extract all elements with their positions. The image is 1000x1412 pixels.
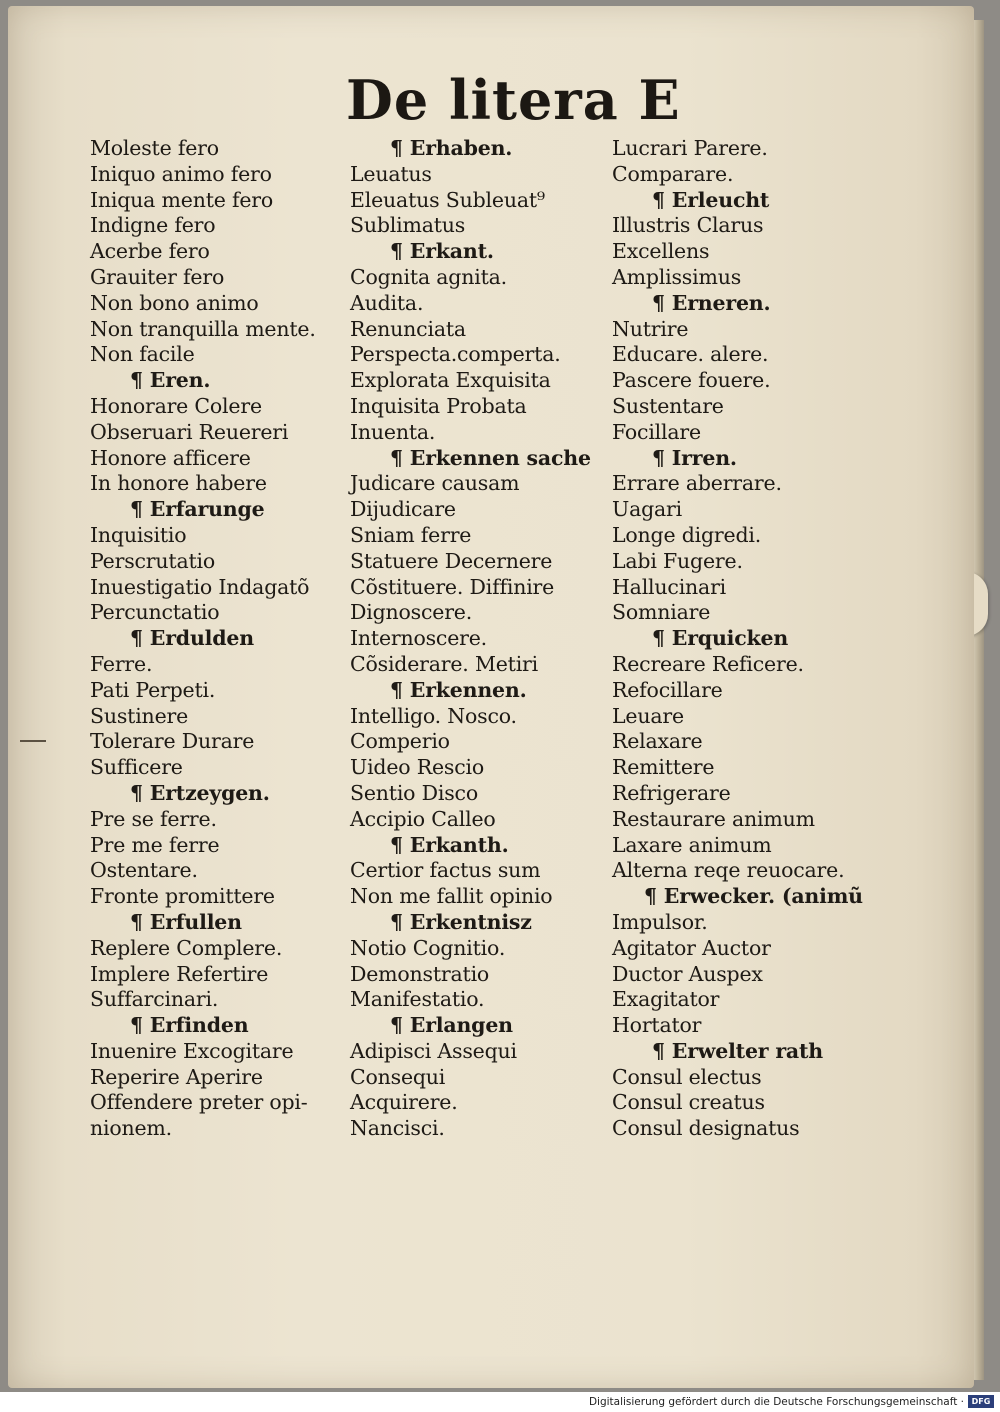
entry-line: Comperio <box>350 729 450 754</box>
entry-line: Cognita agnita. <box>350 264 507 289</box>
entry-line: Uideo Rescio <box>350 755 485 780</box>
entry-line: Exagitator <box>612 987 720 1012</box>
text-column-1 <box>90 136 352 1142</box>
entry-heading: ¶ Erneren. <box>652 290 771 315</box>
entry-line: Lucrari Parere. <box>612 136 768 160</box>
entry-line: Non facile <box>90 342 195 367</box>
entry-line: Illustris Clarus <box>612 213 764 238</box>
entry-line: Audita. <box>350 290 424 315</box>
entry-line: Manifestatio. <box>350 987 485 1012</box>
entry-line: Focillare <box>612 419 701 444</box>
entry-heading: ¶ Erkant. <box>390 239 494 264</box>
entry-line: Educare. alere. <box>612 342 769 367</box>
entry-heading: ¶ Erkennen. <box>390 677 527 702</box>
entry-heading: ¶ Erkentnisz <box>390 909 532 934</box>
entry-heading: ¶ Erwelter rath <box>652 1038 823 1063</box>
entry-line: Amplissimus <box>612 264 742 289</box>
entry-heading: ¶ Erlangen <box>390 1013 513 1038</box>
entry-line: Fronte promittere <box>90 884 275 909</box>
text-column-2 <box>350 136 612 1142</box>
page-title: De litera E <box>346 68 681 132</box>
entry-line: Offendere preter opi- <box>90 1090 308 1115</box>
entry-line: Iniquo animo fero <box>90 161 272 186</box>
entry-line: Consul electus <box>612 1064 762 1089</box>
entry-line: Implere Refertire <box>90 961 269 986</box>
entry-line: Impulsor. <box>612 909 708 934</box>
entry-line: Dijudicare <box>350 497 456 522</box>
entry-line: Errare aberrare. <box>612 471 782 496</box>
entry-line: Restaurare animum <box>612 806 815 831</box>
entry-line: Excellens <box>612 239 710 264</box>
entry-line: Ductor Auspex <box>612 961 763 986</box>
entry-line: Refrigerare <box>612 780 731 805</box>
entry-line: Non bono animo <box>90 290 259 315</box>
entry-line: Leuare <box>612 703 684 728</box>
entry-line: Cõstituere. Diffinire <box>350 574 555 599</box>
entry-line: Honore afficere <box>90 445 251 470</box>
entry-heading: ¶ Erhaben. <box>390 136 513 160</box>
entry-line: Statuere Decernere <box>350 548 553 573</box>
entry-heading: ¶ Erfullen <box>130 909 242 934</box>
entry-heading: ¶ Erdulden <box>130 626 254 651</box>
entry-heading: ¶ Erleucht <box>652 187 770 212</box>
entry-line: Pati Perpeti. <box>90 677 216 702</box>
entry-line: Iniqua mente fero <box>90 187 274 212</box>
entry-line: Leuatus <box>350 161 432 186</box>
entry-line: Sufficere <box>90 755 183 780</box>
entry-line: Acerbe fero <box>90 239 210 264</box>
entry-line: Sentio Disco <box>350 780 478 805</box>
entry-heading: ¶ Erkennen sache <box>390 445 591 470</box>
entry-line: Inuenire Excogitare <box>90 1038 294 1063</box>
entry-line: Nancisci. <box>350 1116 445 1141</box>
entry-line: Honorare Colere <box>90 393 262 418</box>
entry-line: Refocillare <box>612 677 723 702</box>
entry-line: Comparare. <box>612 161 734 186</box>
dfg-logo: DFG <box>968 1395 994 1408</box>
entry-line: Eleuatus Subleuat⁹ <box>350 187 545 212</box>
entry-line: Reperire Aperire <box>90 1064 263 1089</box>
entry-line: Inuestigatio Indagatõ <box>90 574 310 599</box>
entry-line: Moleste fero <box>90 136 219 160</box>
entry-line: Recreare Reficere. <box>612 651 804 676</box>
entry-line: Inquisitio <box>90 522 187 547</box>
entry-line: Cõsiderare. Metiri <box>350 651 539 676</box>
entry-line: Longe digredi. <box>612 522 762 547</box>
entry-heading: ¶ Erkanth. <box>390 832 509 857</box>
entry-line: Inquisita Probata <box>350 393 527 418</box>
entry-line: Acquirere. <box>350 1090 458 1115</box>
entry-line: Pre me ferre <box>90 832 220 857</box>
entry-line: Indigne fero <box>90 213 216 238</box>
entry-line: Adipisci Assequi <box>350 1038 517 1063</box>
entry-line: Replere Complere. <box>90 935 283 960</box>
text-column-3 <box>612 136 874 1142</box>
entry-line: Accipio Calleo <box>350 806 496 831</box>
entry-line: Alterna reqe reuocare. <box>612 858 845 883</box>
entry-line: Sublimatus <box>350 213 466 238</box>
entry-heading: ¶ Irren. <box>652 445 737 470</box>
entry-line: Percunctatio <box>90 600 220 625</box>
entry-line: Laxare animum <box>612 832 772 857</box>
entry-line: Consul creatus <box>612 1090 765 1115</box>
entry-line: Sustinere <box>90 703 189 728</box>
entry-line: Non me fallit opinio <box>350 884 553 909</box>
entry-line: Pascere fouere. <box>612 368 771 393</box>
entry-line: Nutrire <box>612 316 689 341</box>
entry-heading: ¶ Erfarunge <box>130 497 265 522</box>
entry-line: Internoscere. <box>350 626 487 651</box>
entry-line: Consul designatus <box>612 1116 800 1141</box>
entry-line: Judicare causam <box>350 471 520 496</box>
entry-line: Consequi <box>350 1064 446 1089</box>
entry-line: Inuenta. <box>350 419 436 444</box>
entry-line: Obseruari Reuereri <box>90 419 289 444</box>
entry-line: Relaxare <box>612 729 703 754</box>
entry-line: Renunciata <box>350 316 466 341</box>
entry-line: Agitator Auctor <box>612 935 771 960</box>
page-edge <box>974 20 984 1380</box>
footer-bar <box>0 1392 1000 1412</box>
entry-line: Perspecta.comperta. <box>350 342 561 367</box>
entry-line: Ostentare. <box>90 858 198 883</box>
margin-mark <box>20 740 46 742</box>
entry-line: Intelligo. Nosco. <box>350 703 517 728</box>
entry-line: Sniam ferre <box>350 522 472 547</box>
entry-line: Grauiter fero <box>90 264 225 289</box>
entry-line: Notio Cognitio. <box>350 935 506 960</box>
entry-line: Hallucinari <box>612 574 727 599</box>
footer-credit: Digitalisierung gefördert durch die Deutsche Forschungsgemeinschaft · <box>588 1396 964 1408</box>
entry-line: Demonstratio <box>350 961 490 986</box>
entry-heading: ¶ Erfinden <box>130 1013 249 1038</box>
entry-heading: ¶ Ertzeygen. <box>130 780 270 805</box>
entry-line: Uagari <box>612 497 682 522</box>
entry-line: Remittere <box>612 755 715 780</box>
entry-line: Ferre. <box>90 651 153 676</box>
entry-heading: ¶ Erwecker. (animũ <box>644 884 863 909</box>
entry-line: Pre se ferre. <box>90 806 217 831</box>
entry-line: Labi Fugere. <box>612 548 743 573</box>
entry-line: Dignoscere. <box>350 600 473 625</box>
entry-line: Hortator <box>612 1013 702 1038</box>
entry-line: Sustentare <box>612 393 724 418</box>
entry-line: Somniare <box>612 600 711 625</box>
entry-line: Certior factus sum <box>350 858 541 883</box>
entry-line: Perscrutatio <box>90 548 216 573</box>
entry-line: Suffarcinari. <box>90 987 219 1012</box>
entry-line: In honore habere <box>90 471 267 496</box>
entry-line: Explorata Exquisita <box>350 368 551 393</box>
entry-line: Non tranquilla mente. <box>90 316 316 341</box>
entry-line: Tolerare Durare <box>90 729 255 754</box>
entry-heading: ¶ Erquicken <box>652 626 789 651</box>
entry-heading: ¶ Eren. <box>130 368 211 393</box>
entry-line: nionem. <box>90 1116 172 1141</box>
